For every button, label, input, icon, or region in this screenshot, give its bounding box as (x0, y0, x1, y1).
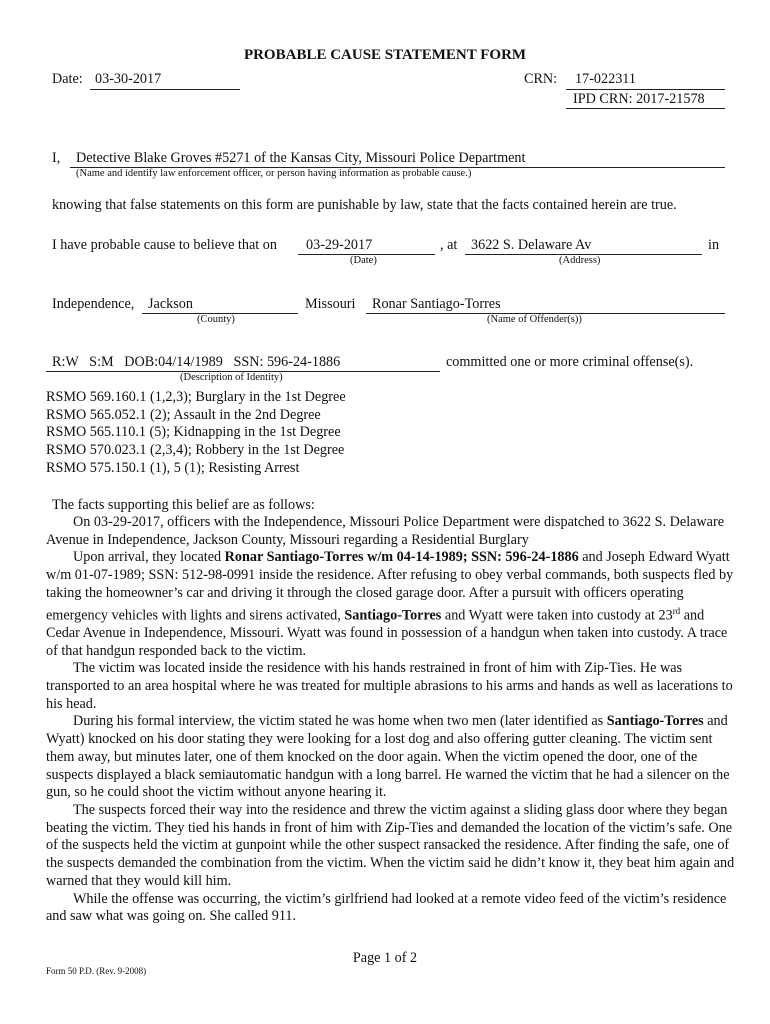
officer-name: Detective Blake Groves #5271 of the Kansas City, Missouri Police Department (76, 150, 526, 166)
crn-label: CRN: (524, 71, 558, 87)
in-label: in (708, 237, 720, 253)
narrative-paragraph: On 03-29-2017, officers with the Independence, Missouri Police Department were dispatched to 3622 S. Delaware Avenue in Independence, Jackson County, Missouri regarding a Residential Burglary (46, 514, 724, 548)
identity-description: R:W S:M DOB:04/14/1989 SSN: 596-24-1886 (52, 354, 341, 370)
city-label: Independence, (52, 296, 135, 312)
suspect-name: Santiago-Torres (344, 607, 442, 624)
date-underline (90, 89, 240, 90)
committed-statement: committed one or more criminal offense(s). (446, 354, 694, 370)
form-title: PROBABLE CAUSE STATEMENT FORM (243, 47, 527, 63)
ipd-crn: IPD CRN: 2017-21578 (573, 91, 705, 107)
belief-prefix: I have probable cause to believe that on (52, 237, 277, 253)
officer-caption: (Name and identify law enforcement officer, or person having information as probable cause.) (76, 168, 472, 179)
date-caption: (Date) (350, 255, 377, 266)
offense-item: RSMO 575.150.1 (1), 5 (1); Resisting Arrest (46, 459, 300, 476)
offense-item: RSMO 565.110.1 (5); Kidnapping in the 1st Degree (46, 424, 341, 441)
oath-statement: knowing that false statements on this form are punishable by law, state that the facts contained herein are true. (52, 197, 677, 213)
suspect-name: Santiago-Torres (606, 713, 704, 730)
date-label: Date: (52, 71, 83, 87)
at-label: , at (440, 237, 458, 253)
i-label: I, (52, 150, 61, 166)
facts-narrative (46, 514, 736, 926)
identity-caption: (Description of Identity) (180, 372, 283, 383)
crn-value: 17-022311 (575, 71, 636, 87)
crn-underline (566, 89, 725, 90)
address-caption: (Address) (559, 255, 601, 266)
page-number: Page 1 of 2 (352, 950, 418, 966)
narrative-paragraph: The suspects forced their way into the residence and threw the victim against a sliding glass door where they began beating the victim. They tied his hands in front of him with Zip-Ties and demanded the location of the victim’s safe. One of the suspects held the victim at gunpoint while the other suspect ransacked the residence. After finding the safe, one of the suspects demanded the combination from the victim. When the victim said he didn’t know it, they beat him again and warned that they would kill him. (46, 801, 735, 889)
offender-name: Ronar Santiago-Torres (372, 296, 501, 312)
state-label: Missouri (305, 296, 356, 312)
offense-item: RSMO 569.160.1 (1,2,3); Burglary in the 1st Degree (46, 389, 346, 405)
facts-intro: The facts supporting this belief are as follows: (52, 497, 315, 513)
offense-item: RSMO 570.023.1 (2,3,4); Robbery in the 1st Degree (46, 442, 345, 459)
offense-list (46, 389, 346, 478)
narrative-paragraph: The victim was located inside the residence with his hands restrained in front of him with Zip-Ties. He was transported to an area hospital where he was treated for multiple abrasions to his arms and hands as well as lacerations to his head. (46, 660, 733, 712)
incident-address: 3622 S. Delaware Av (471, 237, 592, 253)
offense-item: RSMO 565.052.1 (2); Assault in the 2nd Degree (46, 406, 321, 423)
ipd-crn-underline (566, 108, 725, 109)
form-id: Form 50 P.D. (Rev. 9-2008) (46, 966, 147, 976)
county-value: Jackson (148, 296, 193, 312)
narrative-paragraph: While the offense was occurring, the victim’s girlfriend had looked at a remote video feed of the victim’s residence and saw what was going on. She called 911. (46, 890, 727, 925)
suspect-identity: Ronar Santiago-Torres w/m 04-14-1989; SSN: 596-24-1886 (224, 549, 579, 566)
narrative-paragraph: During his formal interview, the victim stated he was home when two men (later identified as Santiago-Torres and Wyatt) knocked on his door stating they were looking for a lost dog and also offering gutter cleaning. The victim sent them away, but minutes later, one of them knocked on the door again. When the victim opened the door, one of the suspects displayed a black semiautomatic handgun with a long barrel. He warned the victim that he had a silencer on the gun, so he could shoot the victim without anyone hearing it. (46, 713, 730, 801)
narrative-paragraph: Upon arrival, they located Ronar Santiago-Torres w/m 04-14-1989; SSN: 596-24-1886 and Joseph Edward Wyatt w/m 01-07-1989; SSN: 512-98-0991 inside the residence. After refusing to obey verbal commands, both suspects fled by taking the homeowner’s car and driving it through the closed garage door. After a pursuit with officers operating emergency vehicles with lights and sirens activated, Santiago-Torres and Wyatt were taken into custody at 23rd and Cedar Avenue in Independence, Missouri. Wyatt was found in possession of a handgun when taken into custody. A trace of that handgun responded back to the victim. (46, 549, 734, 659)
incident-date: 03-29-2017 (306, 237, 373, 253)
date-value: 03-30-2017 (95, 71, 162, 87)
offender-caption: (Name of Offender(s)) (487, 314, 582, 325)
county-caption: (County) (197, 314, 235, 325)
